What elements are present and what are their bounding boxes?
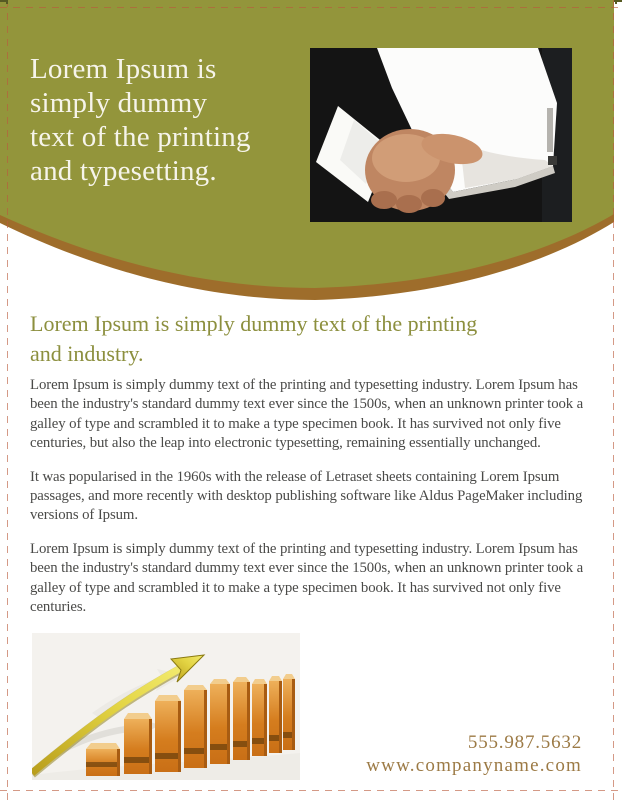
- photo-finger-1: [371, 191, 397, 209]
- bar-9: [283, 674, 295, 750]
- bar-6: [233, 677, 250, 760]
- hero-title-line-4: and typesetting.: [30, 155, 217, 187]
- bar-4: [184, 685, 207, 768]
- bar-3: [155, 695, 181, 772]
- article-heading: [30, 309, 590, 369]
- contact-block: [366, 731, 582, 777]
- bar-2: [124, 713, 152, 774]
- bar-8: [269, 676, 282, 753]
- photo-laptop-port: [548, 156, 557, 165]
- article-heading-line-2: and industry.: [30, 341, 144, 366]
- hero-title: [30, 52, 298, 188]
- photo-finger-3: [421, 189, 445, 207]
- bar-7: [252, 679, 267, 756]
- contact-phone: 555.987.5632: [467, 732, 582, 753]
- trim-guide-bottom: [0, 790, 622, 791]
- photo-finger-2: [396, 195, 422, 213]
- corner-mark-top-right-v: [615, 0, 617, 4]
- photo-laptop-hinge: [547, 108, 553, 152]
- corner-mark-top-left-v: [6, 0, 8, 4]
- trim-guide-left: [7, 0, 8, 800]
- bar-5: [210, 679, 230, 764]
- hero-title-line-2: simply dummy: [30, 87, 208, 119]
- hero-title-line-3: text of the printing: [30, 121, 251, 153]
- article-heading-line-1: Lorem Ipsum is simply dummy text of the printing: [30, 311, 478, 336]
- body-copy: [30, 376, 586, 631]
- growth-chart-image: [32, 633, 300, 780]
- trim-guide-right: [613, 0, 614, 800]
- paragraph-3: Lorem Ipsum is simply dummy text of the printing and typesetting industry. Lorem Ipsum has been the industry's standard dummy text ever since the 1500s, when an unknown printer took a galley of type and scrambled it to make a type specimen book. It has survived not only five centuries.: [30, 540, 584, 616]
- contact-website: www.companyname.com: [366, 755, 582, 776]
- hero-photo: [310, 48, 572, 222]
- paragraph-1: Lorem Ipsum is simply dummy text of the printing and typesetting industry. Lorem Ipsum has been the industry's standard dummy text ever since the 1500s, when an unknown printer took a galley of type and scrambled it to make a type specimen book. It has survived not only five centuries, but also the leap into electronic typesetting, remaining essentially unchanged.: [30, 377, 584, 452]
- hero-title-line-1: Lorem Ipsum is: [30, 53, 217, 85]
- paragraph-2: It was popularised in the 1960s with the release of Letraset sheets containing Lorem Ipsum passages, and more recently with desktop publishing software like Aldus PageMaker including versions of Ipsum.: [30, 468, 583, 524]
- trim-guide-top: [0, 7, 622, 8]
- bar-1: [86, 743, 120, 776]
